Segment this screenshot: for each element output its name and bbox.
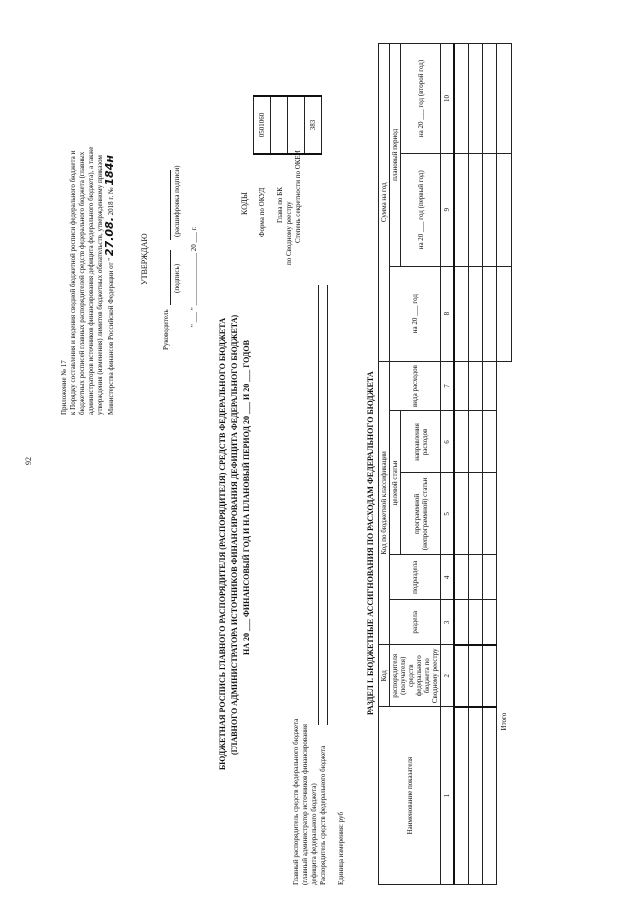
col-code-head: Код bbox=[379, 645, 390, 707]
title-line-1: БЮДЖЕТНАЯ РОСПИСЬ ГЛАВНОГО РАСПОРЯДИТЕЛЯ (РАСПОРЯДИТЕЛЯ) СРЕДСТВ ФЕДЕРАЛЬНОГО БЮДЖЕТА bbox=[218, 318, 227, 770]
handwritten-date: 27.08. bbox=[103, 217, 116, 257]
col-year: на 20 ___ год bbox=[390, 266, 441, 361]
col-subsection: подраздела bbox=[390, 555, 441, 600]
col-classification-head: Код по бюджетной классификации bbox=[379, 361, 390, 645]
code-okei-value: 383 bbox=[305, 96, 322, 154]
col-recipient-code: распорядителя (получателя) средств федерального бюджета по Сводному реестру bbox=[390, 645, 441, 707]
registry-label: по Сводному реестру bbox=[285, 201, 293, 265]
col-target-article: целевой статьи bbox=[390, 411, 401, 555]
page-number: 92 bbox=[24, 457, 33, 465]
appendix-line-4: администраторов источников финансирования дефицита федерального бюджета), а также bbox=[87, 146, 95, 415]
bk-chapter-label: Глава по БК bbox=[276, 187, 284, 223]
signature-caption: (подпись) bbox=[173, 263, 181, 293]
col-second-year: на 20 ___ год (второй год) bbox=[401, 44, 441, 154]
appendix-line-3: бюджетных росписей главных распорядителей средств федерального бюджета (главных bbox=[78, 151, 86, 415]
budget-table: Наименование показателя Код Код по бюджетной классификации Сумма на год распорядителя (получателя) средств федерального бюджета по Сводному реестру раздела подраздела целевой статьи вида расходов на 20 ___ год плановый период программной (непрограммной) статьи направления расходов на 20 ___ год (первый год) на 20 ___ год (второй год) 1 2 3 4 5 6 7 8 9 10 Итого bbox=[378, 43, 512, 885]
col-plan-period: плановый период bbox=[390, 44, 401, 267]
total-label: Итого bbox=[500, 712, 509, 731]
table-row bbox=[469, 44, 483, 885]
main-manager-label: Главный распорядитель средств федерального бюджета bbox=[292, 718, 300, 885]
col-program: программной (непрограммной) статьи bbox=[401, 473, 441, 555]
precision-label: Степень секретности по ОКЕИ bbox=[294, 150, 302, 243]
manager-fill-line bbox=[327, 285, 328, 725]
code-registry-value bbox=[288, 96, 305, 154]
approval-date-line: " ___ " _______________ 20 ___ г. bbox=[190, 226, 198, 327]
code-bk-value bbox=[271, 96, 288, 154]
col-direction: направления расходов bbox=[401, 411, 441, 473]
code-okud-value: 0501060 bbox=[254, 96, 271, 154]
unit-label: Единица измерения: руб bbox=[337, 811, 345, 885]
head-label: Руководитель bbox=[162, 309, 170, 350]
appendix-line-6: Министерства финансов Российской Федерации от " 27.08. 2018 г. № 184н bbox=[103, 155, 116, 415]
codes-table bbox=[253, 95, 322, 155]
approved-label: УТВЕРЖДАЮ bbox=[140, 233, 149, 285]
total-row bbox=[497, 44, 512, 885]
main-administrator-label: (главный администратор источников финансирования bbox=[301, 724, 309, 885]
codes-header: КОДЫ bbox=[240, 192, 249, 215]
col-section: раздела bbox=[390, 600, 441, 645]
appendix-line-5: утверждения (изменения) лимитов бюджетных обязательств, утвержденному приказом bbox=[96, 155, 104, 415]
signature-decoding-caption: (расшифровка подписи) bbox=[173, 165, 181, 237]
okud-form-label: Форма по ОКУД bbox=[258, 187, 266, 237]
col-indicator-name: Наименование показателя bbox=[379, 707, 441, 885]
table-row bbox=[483, 44, 497, 885]
title-line-2: (ГЛАВНОГО АДМИНИСТРАТОРА ИСТОЧНИКОВ ФИНАНСИРОВАНИЯ ДЕФИЦИТА ФЕДЕРАЛЬНОГО БЮДЖЕТА) bbox=[230, 314, 239, 755]
handwritten-number: 184н bbox=[103, 155, 116, 186]
appendix-line-1: Приложение № 17 bbox=[60, 360, 68, 415]
section-title: РАЗДЕЛ I. БЮДЖЕТНЫЕ АССИГНОВАНИЯ ПО РАСХОДАМ ФЕДЕРАЛЬНОГО БЮДЖЕТА bbox=[366, 371, 375, 715]
table-row bbox=[454, 44, 469, 885]
title-line-3: НА 20 ___ ФИНАНСОВЫЙ ГОД И НА ПЛАНОВЫЙ ПЕРИОД 20 ___ И 20 ___ ГОДОВ bbox=[242, 340, 251, 655]
col-first-year: на 20 ___ год (первый год) bbox=[401, 153, 441, 266]
col-sum-head: Сумма на год bbox=[379, 44, 390, 362]
deficit-label: дефицита федерального бюджета) bbox=[310, 783, 318, 885]
appendix-line-2: к Порядку составления и ведения сводной бюджетной росписи федерального бюджета и bbox=[69, 150, 77, 415]
manager-label: Распорядитель средств федерального бюджета bbox=[319, 745, 327, 885]
col-expense-type: вида расходов bbox=[390, 361, 441, 411]
requisite-fill-line bbox=[318, 285, 319, 725]
